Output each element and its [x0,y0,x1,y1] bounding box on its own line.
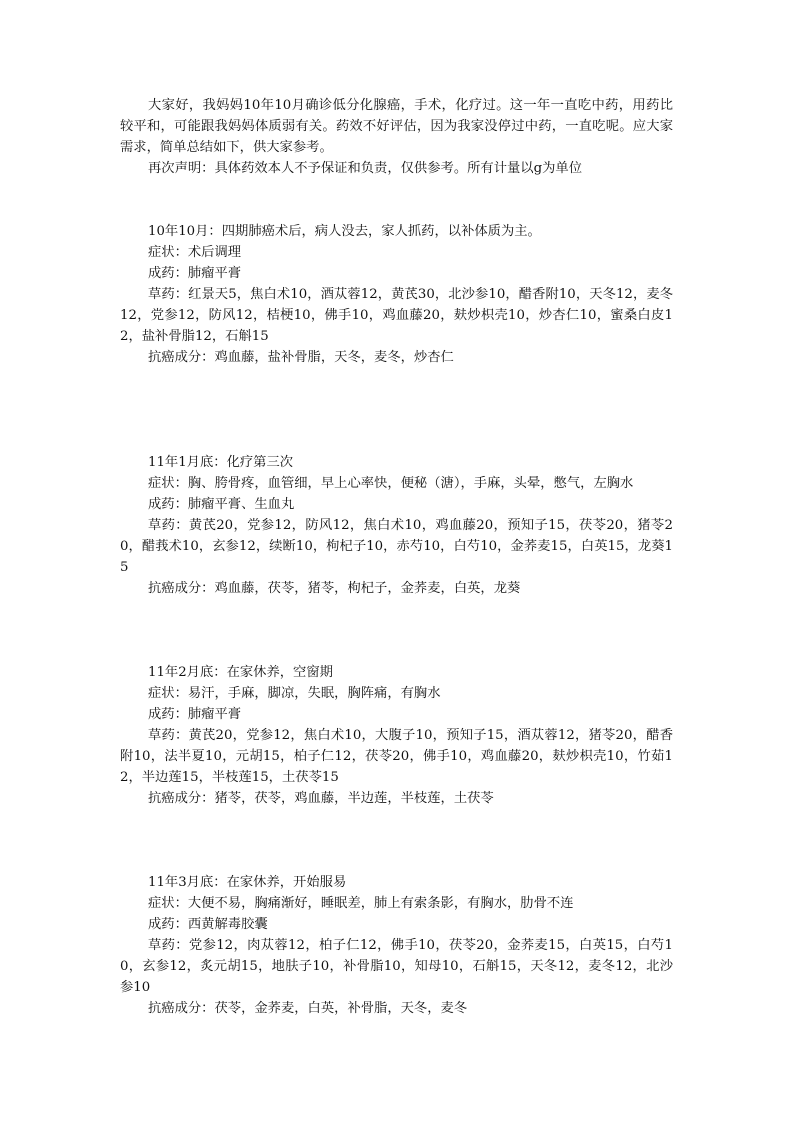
entry-symptoms: 症状：易汗，手麻，脚凉，失眠，胸阵痛，有胸水 [148,686,441,701]
entry-symptoms: 症状：胸、胯骨疼，血管细，早上心率快，便秘（溏），手麻，头晕，憋气，左胸水 [148,476,634,491]
entry-2011-03 [120,872,673,1019]
entry-2011-02 [120,662,673,809]
entry-heading: 10年10月：四期肺癌术后，病人没去，家人抓药，以补体质为主。 [148,224,541,239]
entry-herbs: 草药：黄芪20，党参12，焦白术10，大腹子10，预知子15，酒苁蓉12，猪苓20，醋香附10，法半夏10，元胡15，柏子仁12，茯苓20，佛手10，鸡血藤20，麸炒枳壳10，竹茹12，半边莲15，半枝莲15，土茯苓15 [120,728,673,785]
spacer [120,809,673,872]
entry-anticancer: 抗癌成分：鸡血藤，盐补骨脂，天冬，麦冬，炒杏仁 [148,350,454,365]
entry-anticancer: 抗癌成分：茯苓，金荞麦，白英，补骨脂，天冬，麦冬 [148,1001,468,1016]
intro-paragraph: 大家好，我妈妈10年10月确诊低分化腺癌，手术，化疗过。这一年一直吃中药，用药比较平和，可能跟我妈妈体质弱有关。药效不好评估，因为我家没停过中药，一直吃呢。应大家需求，简单总结如下，供大家参考。 [120,98,673,155]
document-page [120,95,673,1019]
disclaimer: 再次声明：具体药效本人不予保证和负责，仅供参考。所有计量以g为单位 [148,161,583,176]
entry-symptoms: 症状：大便不易，胸痛渐好，睡眠差，肺上有索条影，有胸水，肋骨不连 [148,896,574,911]
entry-patent-medicine: 成药：肺瘤平膏、生血丸 [148,497,295,512]
spacer [120,368,673,452]
entry-patent-medicine: 成药：肺瘤平膏 [148,266,242,281]
entry-heading: 11年2月底：在家休养，空窗期 [148,665,333,680]
entry-patent-medicine: 成药：西黄解毒胶囊 [148,917,268,932]
entry-herbs: 草药：党参12，肉苁蓉12，柏子仁12，佛手10，茯苓20，金荞麦15，白英15，白芍10，玄参12，炙元胡15，地肤子10，补骨脂10，知母10，石斛15，天冬12，麦冬12，北沙参10 [120,938,673,995]
entry-2010-10 [120,221,673,368]
intro-section [120,95,673,179]
spacer [120,179,673,221]
entry-herbs: 草药：黄芪20，党参12，防风12，焦白术10，鸡血藤20，预知子15，茯苓20，猪苓20，醋莪术10，玄参12，续断10，枸杞子10，赤芍10，白芍10，金荞麦15，白英15，龙葵15 [120,518,673,575]
entry-anticancer: 抗癌成分：鸡血藤，茯苓，猪苓，枸杞子，金荞麦，白英，龙葵 [148,581,521,596]
entry-herbs: 草药：红景天5，焦白术10，酒苁蓉12，黄芪30，北沙参10，醋香附10，天冬12，麦冬12，党参12，防风12，桔梗10，佛手10，鸡血藤20，麸炒枳壳10，炒杏仁10，蜜桑白皮12，盐补骨脂12，石斛15 [120,287,673,344]
entry-symptoms: 症状：术后调理 [148,245,242,260]
entry-heading: 11年3月底：在家休养，开始服易 [148,875,347,890]
entry-patent-medicine: 成药：肺瘤平膏 [148,707,242,722]
entry-2011-01 [120,452,673,599]
entry-anticancer: 抗癌成分：猪苓，茯苓，鸡血藤，半边莲，半枝莲，土茯苓 [148,791,494,806]
spacer [120,599,673,662]
entry-heading: 11年1月底：化疗第三次 [148,455,294,470]
